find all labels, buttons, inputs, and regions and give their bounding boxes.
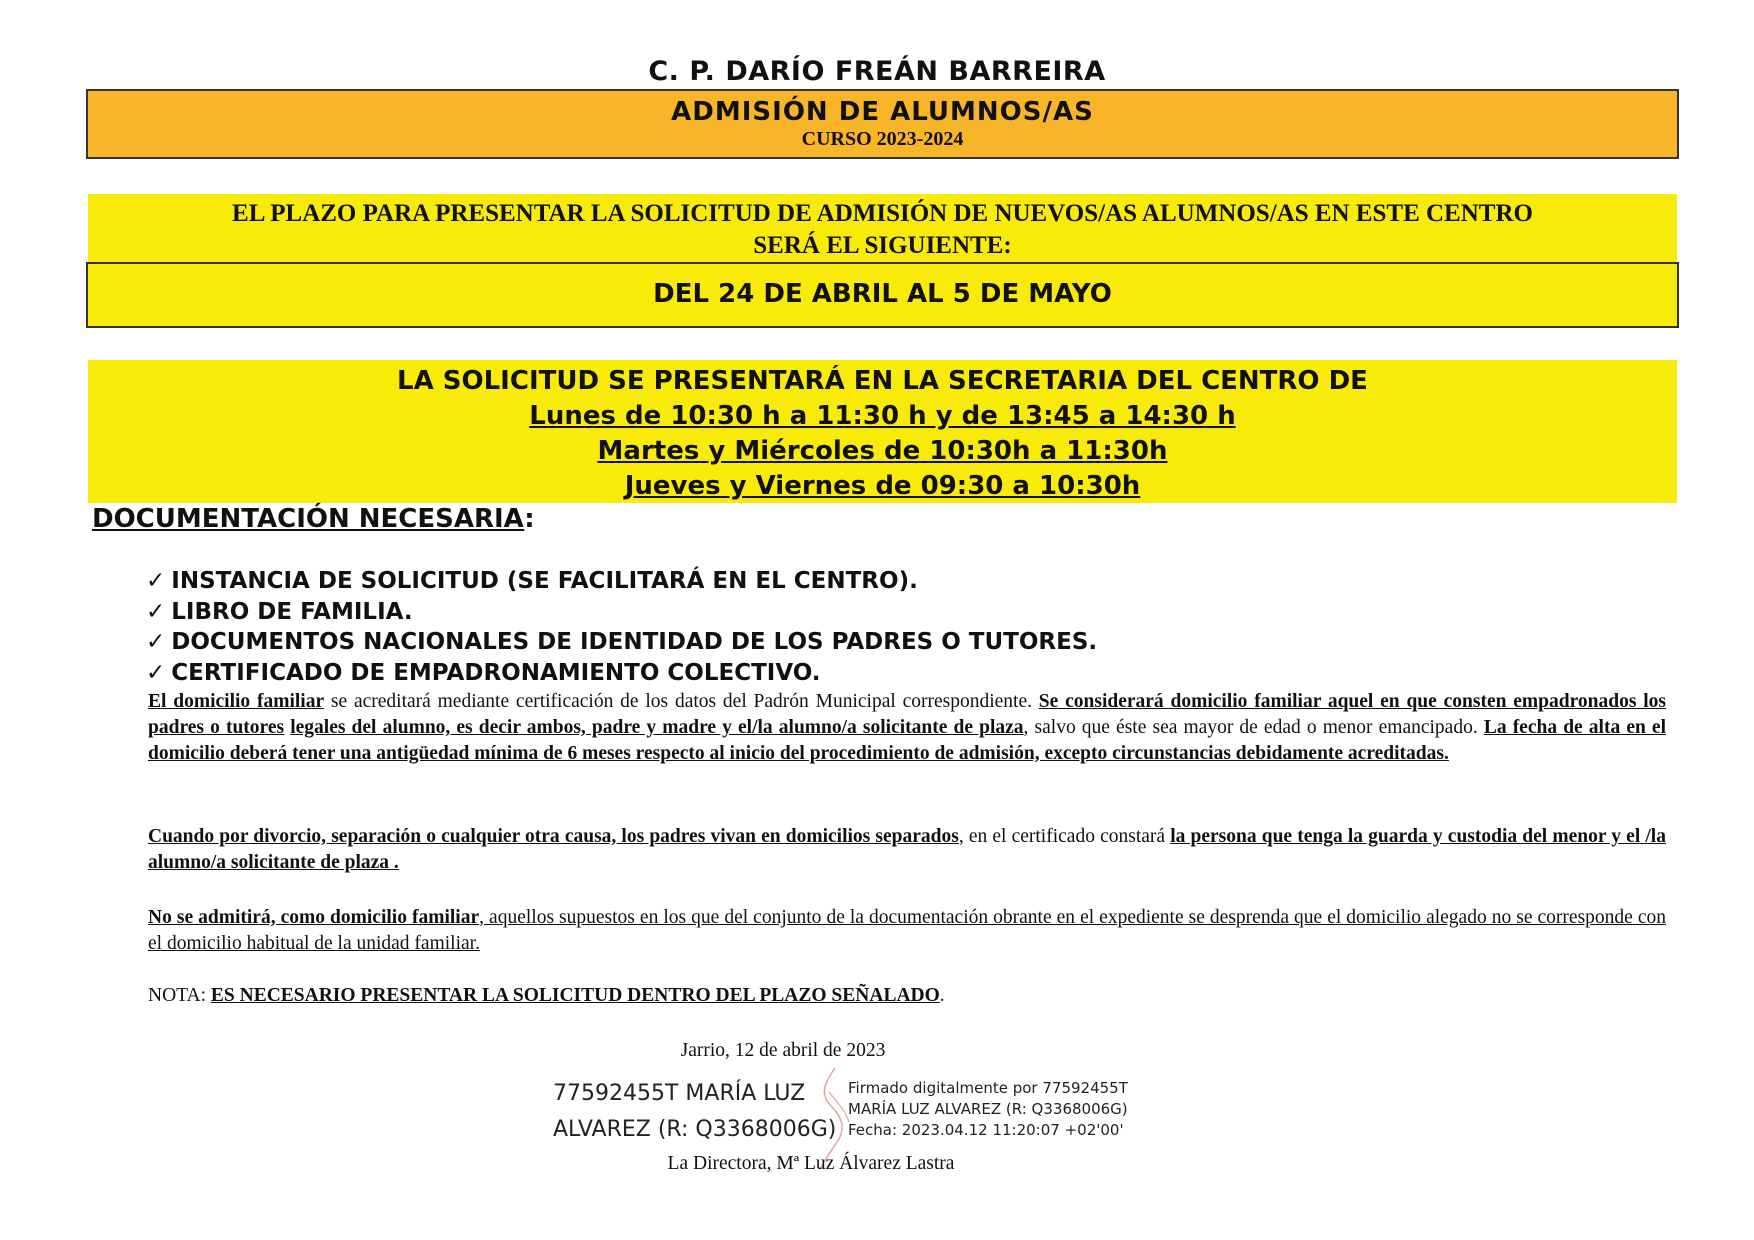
sig-detail-3: Fecha: 2023.04.12 11:20:07 +02'00' — [848, 1121, 1124, 1139]
admission-title: ADMISIÓN DE ALUMNOS/AS — [671, 97, 1094, 127]
schedule-box — [88, 360, 1677, 503]
paragraph-domicile — [148, 689, 1666, 767]
signer-name — [553, 1076, 836, 1148]
note-text: ES NECESARIO PRESENTAR LA SOLICITUD DENTRO DEL PLAZO SEÑALADO — [210, 985, 940, 1006]
sig-detail-2: MARÍA LUZ ALVAREZ (R: Q3368006G) — [848, 1100, 1128, 1118]
list-item — [146, 658, 1097, 689]
p1-emphasis-1: Se considerará domicilio familiar aquel en que consten empadronados los padres o tutores — [148, 691, 1666, 738]
p3-text: , aquellos supuestos en los que del conjunto de la documentación obrante en el expediente se desprenda que el domicilio alegado no se corresponde con el domicilio habitual de la unidad familiar. — [148, 907, 1667, 954]
check-icon: ✓ — [146, 568, 166, 594]
signer-line-1: 77592455T MARÍA LUZ — [553, 1081, 806, 1106]
signer-line-2: ALVAREZ (R: Q3368006G) — [553, 1117, 837, 1142]
documentation-title: DOCUMENTACIÓN NECESARIA — [92, 504, 525, 534]
list-item — [146, 597, 1097, 628]
list-item — [146, 627, 1097, 658]
p3-lead: No se admitirá, como domicilio familiar — [148, 907, 480, 928]
schedule-title: LA SOLICITUD SE PRESENTARÁ EN LA SECRETARIA DEL CENTRO DE — [397, 366, 1368, 396]
p2-lead: Cuando por divorcio, separación o cualquier otra causa, los padres vivan en domicilios separados — [148, 826, 959, 847]
period-dates: DEL 24 DE ABRIL AL 5 DE MAYO — [86, 262, 1679, 328]
documentation-title-colon: : — [524, 504, 535, 534]
period-intro-line2: SERÁ EL SIGUIENTE: — [753, 232, 1012, 259]
sig-detail-1: Firmado digitalmente por 77592455T — [848, 1079, 1128, 1097]
note — [148, 985, 945, 1007]
school-name: C. P. DARÍO FREÁN BARREIRA — [648, 56, 1106, 87]
paragraph-divorce — [148, 824, 1666, 876]
check-icon: ✓ — [146, 629, 166, 655]
check-icon: ✓ — [146, 598, 166, 625]
p1-text-2: , salvo que éste sea mayor de edad o menor emancipado. — [1023, 717, 1484, 738]
list-item-text: LIBRO DE FAMILIA. — [171, 598, 413, 625]
check-icon: ✓ — [146, 659, 166, 686]
documentation-heading — [92, 504, 535, 534]
signature-details — [848, 1078, 1128, 1141]
p2-text: , en el certificado constará — [958, 826, 1171, 847]
schedule-thu-fri: Jueves y Viernes de 09:30 a 10:30h — [624, 471, 1141, 501]
place-date: Jarrio, 12 de abril de 2023 — [680, 1040, 886, 1061]
note-label: NOTA: — [148, 985, 211, 1006]
period-intro-box — [88, 194, 1677, 264]
schedule-monday: Lunes de 10:30 h a 11:30 h y de 13:45 a 14:30 h — [529, 401, 1236, 431]
paragraph-not-admitted — [148, 905, 1666, 957]
schedule-tue-wed: Martes y Miércoles de 10:30h a 11:30h — [597, 436, 1168, 466]
list-item-text: CERTIFICADO DE EMPADRONAMIENTO COLECTIVO. — [171, 659, 821, 686]
note-end: . — [939, 985, 945, 1006]
documentation-list — [146, 566, 1097, 688]
course-label: CURSO 2023-2024 — [801, 128, 964, 150]
p1-lead: El domicilio familiar — [148, 691, 325, 712]
p1-emphasis-3: La fecha de alta en el domicilio deberá tener una antigüedad mínima de 6 meses respecto al inicio del procedimiento de admisión, excepto circunstancias debidamente acreditadas. — [148, 717, 1667, 764]
p1-text-1: se acreditará mediante certificación de los datos del Padrón Municipal correspondiente. — [324, 691, 1039, 712]
director-name: La Directora, Mª Luz Álvarez Lastra — [667, 1153, 955, 1174]
admission-header-box — [86, 89, 1679, 159]
list-item-text: DOCUMENTOS NACIONALES DE IDENTIDAD DE LOS PADRES O TUTORES. — [171, 629, 1098, 655]
period-intro-line1: EL PLAZO PARA PRESENTAR LA SOLICITUD DE ADMISIÓN DE NUEVOS/AS ALUMNOS/AS EN ESTE CENTRO — [232, 200, 1533, 227]
list-item — [146, 566, 1097, 597]
p2-emphasis: la persona que tenga la guarda y custodia del menor y el /la alumno/a solicitante de plaza . — [148, 826, 1666, 873]
list-item-text: INSTANCIA DE SOLICITUD (SE FACILITARÁ EN EL CENTRO). — [171, 568, 918, 594]
p1-emphasis-2: legales del alumno, es decir ambos, padre y madre y el/la alumno/a solicitante de plaza — [290, 717, 1024, 738]
